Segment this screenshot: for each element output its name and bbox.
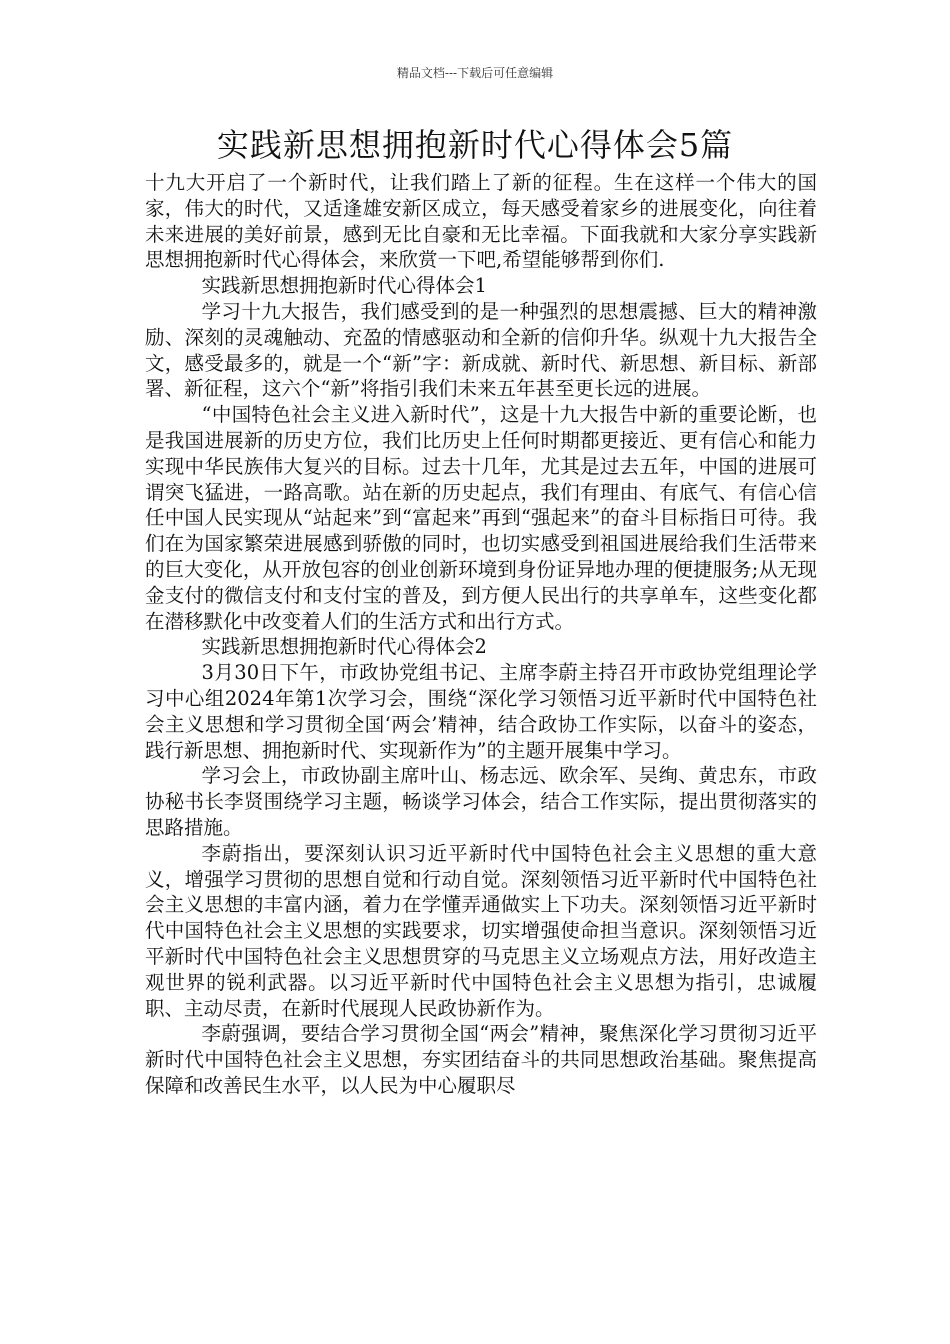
paragraph: 李蔚强调，要结合学习贯彻全国“两会”精神，聚焦深化学习贯彻习近平新时代中国特色社会主义思想，夯实团结奋斗的共同思想政治基础。聚焦提高保障和改善民生水平，以人民为中心履职尽	[145, 1022, 817, 1097]
paragraph: 学习十九大报告，我们感受到的是一种强烈的思想震撼、巨大的精神激励、深刻的灵魂触动、充盈的情感驱动和全新的信仰升华。纵观十九大报告全文，感受最多的，就是一个“新”字：新成就、新时代、新思想、新目标、新部署、新征程，这六个“新”将指引我们未来五年甚至更长远的进展。	[145, 299, 817, 401]
paragraph: 实践新思想拥抱新时代心得体会2	[201, 635, 487, 659]
paragraph: 十九大开启了一个新时代，让我们踏上了新的征程。生在这样一个伟大的国家，伟大的时代，又适逢雄安新区成立，每天感受着家乡的进展变化，向往着未来进展的美好前景，感到无比自豪和无比幸福。下面我就和大家分享实践新思想拥抱新时代心得体会，来欣赏一下吧,希望能够帮到你们.	[145, 171, 817, 272]
paragraph: 李蔚指出，要深刻认识习近平新时代中国特色社会主义思想的重大意义，增强学习贯彻的思想自觉和行动自觉。深刻领悟习近平新时代中国特色社会主义思想的丰富内涵，着力在学懂弄通做实上下功夫。深刻领悟习近平新时代中国特色社会主义思想的实践要求，切实增强使命担当意识。深刻领悟习近平新时代中国特色社会主义思想贯穿的马克思主义立场观点方法，用好改造主观世界的锐利武器。以习近平新时代中国特色社会主义思想为指引，忠诚履职、主动尽责，在新时代展现人民政协新作为。	[145, 841, 817, 1020]
document-title: 实践新思想拥抱新时代心得体会5篇	[216, 126, 734, 164]
document-body	[145, 170, 817, 1099]
paragraph: “中国特色社会主义进入新时代”，这是十九大报告中新的重要论断，也是我国进展新的历史方位，我们比历史上任何时期都更接近、更有信心和能力实现中华民族伟大复兴的目标。过去十几年，尤其是过去五年，中国的进展可谓突飞猛进，一路高歌。站在新的历史起点，我们有理由、有底气、有信心信任中国人民实现从“站起来”到“富起来”再到“强起来”的奋斗目标指日可待。我们在为国家繁荣进展感到骄傲的同时，也切实感受到祖国进展给我们生活带来的巨大变化，从开放包容的创业创新环境到身份证异地办理的便捷服务;从无现金支付的微信支付和支付宝的普及，到方便人民出行的共享单车，这些变化都在潜移默化中改变着人们的生活方式和出行方式。	[145, 403, 817, 633]
paragraph: 学习会上，市政协副主席叶山、杨志远、欧余军、吴绚、黄忠东，市政协秘书长李贤围绕学习主题，畅谈学习体会，结合工作实际，提出贯彻落实的思路措施。	[145, 764, 817, 839]
paragraph: 3月30日下午，市政协党组书记、主席李蔚主持召开市政协党组理论学习中心组2024年第1次学习会，围绕“深化学习领悟习近平新时代中国特色社会主义思想和学习贯彻全国‘两会’精神，结合政协工作实际，以奋斗的姿态，践行新思想、拥抱新时代、实现新作为”的主题开展集中学习。	[145, 661, 817, 762]
header-note: 精品文档---下载后可任意编辑	[396, 66, 554, 80]
paragraph: 实践新思想拥抱新时代心得体会1	[201, 274, 487, 298]
